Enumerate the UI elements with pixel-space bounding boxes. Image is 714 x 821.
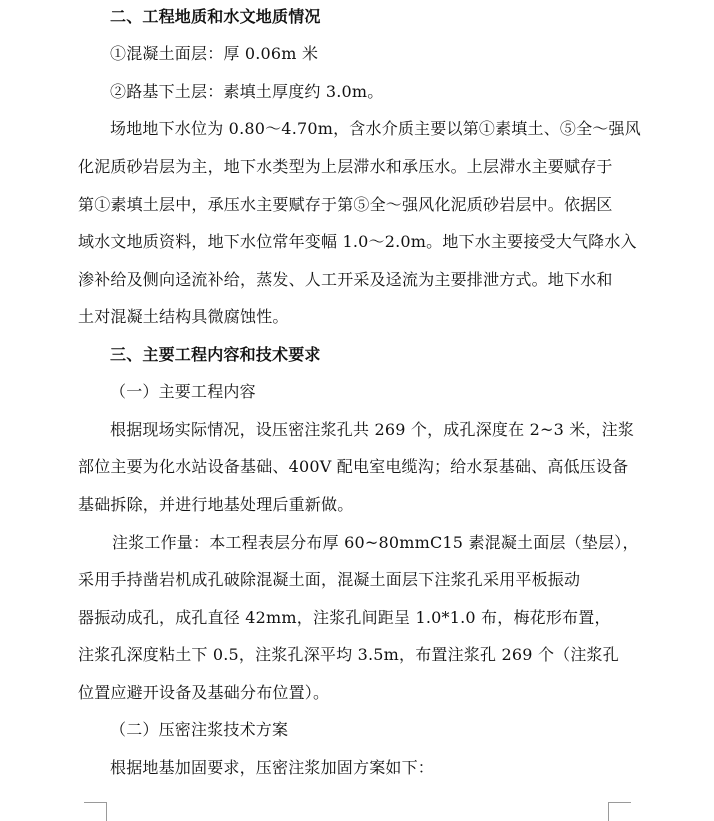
grouting-workload-line-5: 位置应避开设备及基础分布位置）。 (78, 683, 330, 702)
groundwater-paragraph-line-4: 域水文地质资料，地下水位常年变幅 1.0～2.0m。地下水主要接受大气降水入 (78, 232, 637, 251)
groundwater-paragraph-line-6: 土对混凝土结构具微腐蚀性。 (78, 307, 289, 326)
subsection-main-work: （一）主要工程内容 (110, 382, 256, 401)
page-crop-mark-left (84, 802, 107, 821)
work-content-paragraph-line-3: 基础拆除，并进行地基处理后重新做。 (78, 495, 354, 514)
groundwater-paragraph-line-5: 渗补给及侧向迳流补给，蒸发、人工开采及迳流为主要排泄方式。地下水和 (78, 270, 613, 289)
page-crop-mark-right (608, 802, 631, 821)
grouting-workload-line-4: 注浆孔深度粘土下 0.5，注浆孔深平均 3.5m，布置注浆孔 269 个（注浆孔 (78, 645, 619, 664)
section-2-heading: 二、工程地质和水文地质情况 (110, 7, 321, 26)
groundwater-paragraph-line-3: 第①素填土层中，承压水主要赋存于第⑤全～强风化泥质砂岩层中。依据区 (78, 195, 613, 214)
grouting-workload-line-3: 器振动成孔，成孔直径 42mm，注浆孔间距呈 1.0*1.0 布，梅花形布置， (78, 608, 611, 627)
work-content-paragraph-line-1: 根据现场实际情况，设压密注浆孔共 269 个，成孔深度在 2~3 米，注浆 (110, 420, 635, 439)
grouting-workload-line-2: 采用手持凿岩机成孔破除混凝土面，混凝土面层下注浆孔采用平板振动 (78, 570, 581, 589)
groundwater-paragraph-line-2: 化泥质砂岩层为主，地下水类型为上层滞水和承压水。上层滞水主要赋存于 (78, 157, 613, 176)
grouting-plan-intro: 根据地基加固要求，压密注浆加固方案如下： (110, 758, 435, 777)
concrete-layer-item: ①混凝土面层：厚 0.06m 米 (110, 44, 319, 63)
groundwater-paragraph-line-1: 场地地下水位为 0.80～4.70m，含水介质主要以第①素填土、⑤全～强风 (110, 119, 641, 138)
subgrade-soil-item: ②路基下土层：素填土厚度约 3.0m。 (110, 82, 384, 101)
work-content-paragraph-line-2: 部位主要为化水站设备基础、400V 配电室电缆沟；给水泵基础、高低压设备 (78, 457, 629, 476)
section-3-heading: 三、主要工程内容和技术要求 (110, 345, 321, 364)
subsection-grouting-plan: （二）压密注浆技术方案 (110, 720, 289, 739)
grouting-workload-line-1: 注浆工作量：本工程表层分布厚 60~80mmC15 素混凝土面层（垫层）， (112, 533, 639, 552)
